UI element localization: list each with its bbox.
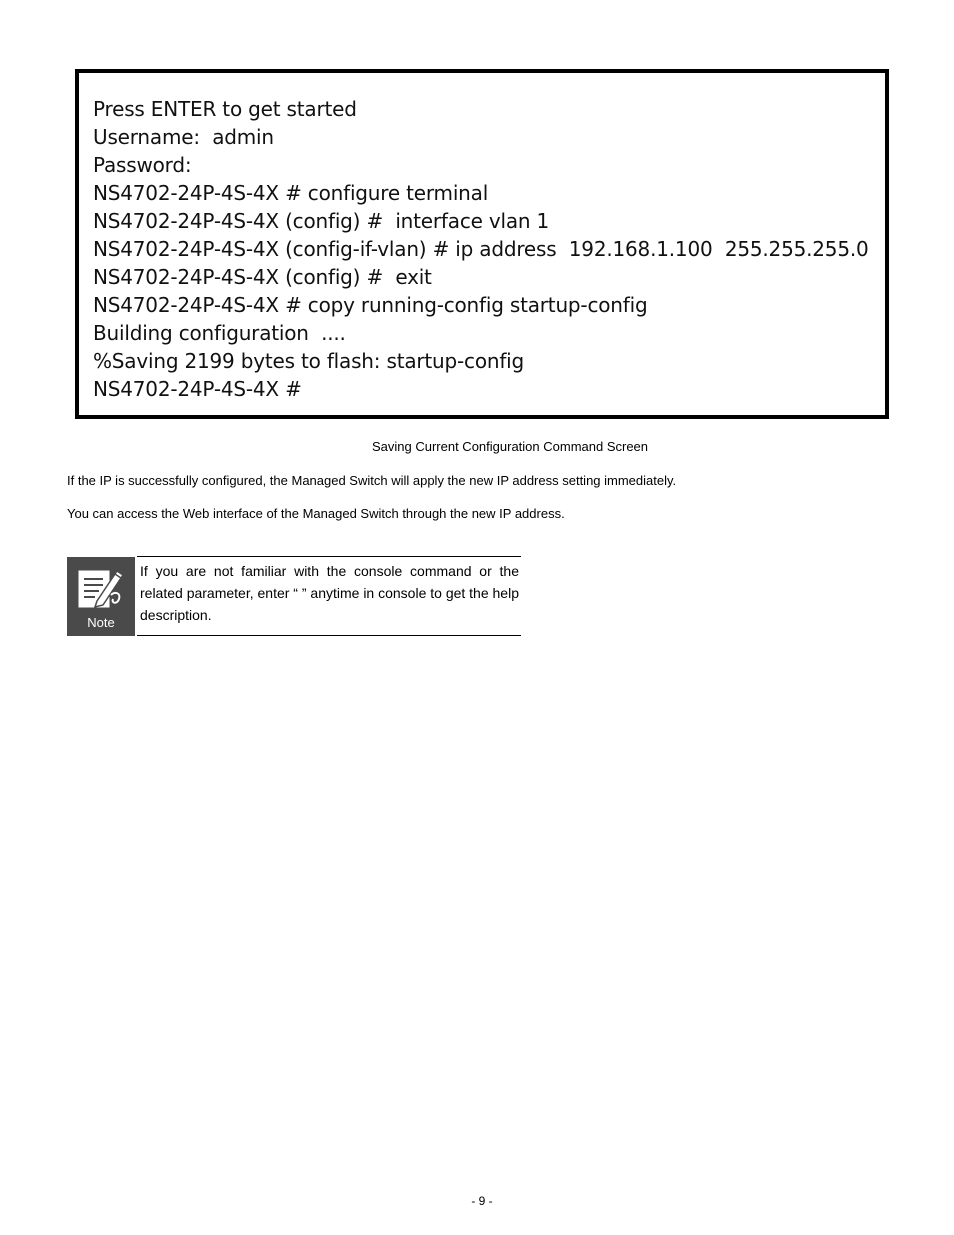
- terminal-line: Password:: [93, 153, 192, 177]
- note-pencil-icon: [67, 557, 135, 636]
- note-text: If you are not familiar with the console command or the related parameter, enter “ ” anytime in console to get the help description.: [137, 556, 521, 636]
- terminal-line: NS4702-24P-4S-4X # copy running-config startup-config: [93, 293, 648, 317]
- terminal-line: NS4702-24P-4S-4X (config) # interface vlan 1: [93, 209, 550, 233]
- terminal-screenshot: [75, 69, 889, 419]
- terminal-line: %Saving 2199 bytes to flash: startup-config: [93, 349, 525, 373]
- terminal-line: NS4702-24P-4S-4X (config) # exit: [93, 265, 432, 289]
- note-icon-label: Note: [87, 615, 115, 630]
- terminal-line: NS4702-24P-4S-4X # configure terminal: [93, 181, 489, 205]
- terminal-line: Press ENTER to get started: [93, 97, 357, 121]
- note-pencil-icon-graphic: [75, 565, 127, 615]
- page-number: - 9 -: [471, 1194, 493, 1208]
- terminal-line: NS4702-24P-4S-4X (config-if-vlan) # ip address 192.168.1.100 255.255.255.0: [93, 237, 869, 261]
- terminal-lines: [93, 95, 869, 403]
- figure-caption: Saving Current Configuration Command Screen: [371, 439, 649, 454]
- body-paragraph: If the IP is successfully configured, the Managed Switch will apply the new IP address setting immediately.: [67, 473, 677, 488]
- body-paragraph: You can access the Web interface of the Managed Switch through the new IP address.: [67, 506, 565, 521]
- terminal-line: NS4702-24P-4S-4X #: [93, 377, 302, 401]
- terminal-line: Building configuration ....: [93, 321, 346, 345]
- terminal-line: Username: admin: [93, 125, 274, 149]
